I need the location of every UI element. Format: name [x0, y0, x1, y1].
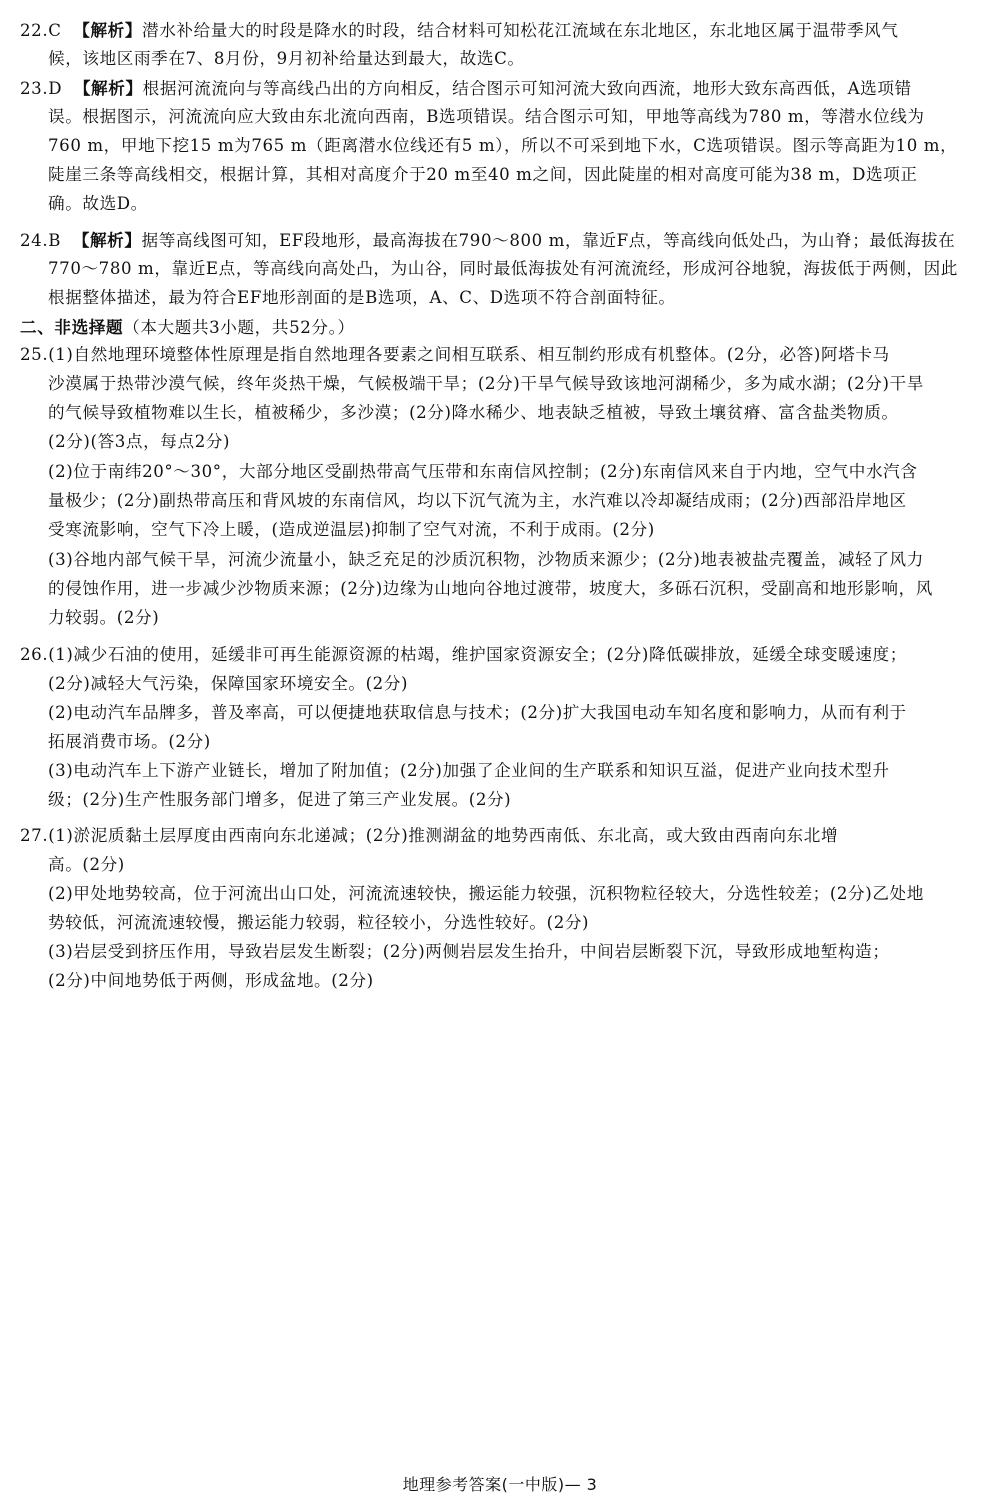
- q25-p1-text-1: (1)自然地理环境整体性原理是指自然地理各要素之间相互联系、相互制约形成有机整体。(2分，必答)阿塔卡马: [48, 345, 890, 364]
- q27-number: 27.: [20, 826, 49, 845]
- section-2-title: 二、非选择题: [20, 317, 124, 337]
- q26-p3-text-2: 级；(2分)生产性服务部门增多，促进了第三产业发展。(2分): [48, 790, 512, 809]
- q22-analysis-tag: 【解析】: [73, 20, 143, 40]
- q27-p1-text-1: (1)淤泥质黏土层厚度由西南向东北递减；(2分)推测湖盆的地势西南低、东北高，或大致由西南向东北增: [48, 826, 839, 845]
- q26-p1-text-2: (2分)减轻大气污染，保障国家环境安全。(2分): [48, 674, 409, 693]
- q23-text-4: 陡崖三条等高线相交，根据计算，其相对高度介于20 m至40 m之间，因此陡崖的相对高度可能为38 m，D选项正: [48, 165, 918, 184]
- q27-p3-text-2: (2分)中间地势低于两侧，形成盆地。(2分): [48, 971, 374, 990]
- q27-p1-text-2: 高。(2分): [48, 855, 125, 874]
- q24-text-2: 770～780 m，靠近E点，等高线向高处凸，为山谷，同时最低海拔处有河流流经，形成河谷地貌，海拔低于两侧，因此: [48, 259, 958, 278]
- q24-number: 24.: [20, 231, 49, 250]
- q22-text-1: 潜水补给量大的时段是降水的时段，结合材料可知松花江流域在东北地区，东北地区属于温带季风气: [142, 21, 899, 40]
- q26-line-1: [20, 645, 907, 665]
- q22-line-1: [20, 20, 899, 41]
- q24-text-1: 据等高线图可知，EF段地形，最高海拔在790～800 m，靠近F点，等高线向低处凸，为山脊；最低海拔在: [141, 231, 956, 250]
- q25-number: 25.: [20, 345, 49, 364]
- q27-p3-text-1: (3)岩层受到挤压作用，导致岩层发生断裂；(2分)两侧岩层发生抬升，中间岩层断裂下沉，导致形成地堑构造；: [48, 942, 890, 961]
- q23-text-5: 确。故选D。: [48, 194, 148, 213]
- q22-number: 22.: [20, 21, 49, 40]
- q27-p2-text-2: 势较低，河流流速较慢，搬运能力较弱，粒径较小，分选性较好。(2分): [48, 913, 590, 932]
- q23-text-1: 根据河流流向与等高线凸出的方向相反，结合图示可知河流大致向西流，地形大致东高西低，A选项错: [142, 79, 912, 98]
- q25-p2-text-2: 量极少；(2分)副热带高压和背风坡的东南信风，均以下沉气流为主，水汽难以冷却凝结成雨；(2分)西部沿岸地区: [48, 491, 907, 510]
- q22-text-2: 候，该地区雨季在7、8月份，9月初补给量达到最大，故选C。: [48, 49, 525, 68]
- q25-p3-text-1: (3)谷地内部气候干旱，河流少流量小，缺乏充足的沙质沉积物，沙物质来源少；(2分)地表被盐壳覆盖，减轻了风力: [48, 550, 924, 569]
- q26-p3-text-1: (3)电动汽车上下游产业链长，增加了附加值；(2分)加强了企业间的生产联系和知识互溢，促进产业向技术型升: [48, 761, 890, 780]
- q25-p3-text-2: 的侵蚀作用，进一步减少沙物质来源；(2分)边缘为山地向谷地过渡带，坡度大，多砾石沉积，受副高和地形影响，风: [48, 579, 933, 598]
- q25-line-1: [20, 345, 890, 365]
- q25-p2-text-1: (2)位于南纬20°～30°，大部分地区受副热带高气压带和东南信风控制；(2分)东南信风来自于内地，空气中水汽含: [48, 462, 918, 481]
- q24-line-1: [20, 230, 955, 251]
- section-2-note: （本大题共3小题，共52分。）: [123, 318, 355, 337]
- page-footer: 地理参考答案(一中版)— 3: [402, 1475, 598, 1494]
- q24-text-3: 根据整体描述，最为符合EF地形剖面的是B选项，A、C、D选项不符合剖面特征。: [48, 288, 676, 307]
- q25-p1-text-2: 沙漠属于热带沙漠气候，终年炎热干燥，气候极端干旱；(2分)干旱气候导致该地河湖稀少，多为咸水湖；(2分)干旱: [48, 374, 924, 393]
- section-2-heading: [20, 317, 355, 338]
- q23-number: 23.: [20, 79, 49, 98]
- q26-p2-text-2: 拓展消费市场。(2分): [48, 732, 211, 751]
- q23-text-3: 760 m，甲地下挖15 m为765 m（距离潜水位线还有5 m），所以不可采到地下水，C选项错误。图示等高距为10 m，: [48, 136, 958, 155]
- q27-p2-text-1: (2)甲处地势较高，位于河流出山口处，河流流速较快，搬运能力较强，沉积物粒径较大，分选性较差；(2分)乙处地: [48, 884, 924, 903]
- q25-p1-text-3: 的气候导致植物难以生长，植被稀少，多沙漠；(2分)降水稀少、地表缺乏植被，导致土壤贫瘠、富含盐类物质。: [48, 403, 899, 422]
- q26-p2-text-1: (2)电动汽车品牌多，普及率高，可以便捷地获取信息与技术；(2分)扩大我国电动车知名度和影响力，从而有利于: [48, 703, 907, 722]
- q26-p1-text-1: (1)减少石油的使用，延缓非可再生能源资源的枯竭，维护国家资源安全；(2分)降低碳排放，延缓全球变暖速度；: [48, 645, 907, 664]
- q23-analysis-tag: 【解析】: [73, 78, 143, 98]
- q23-answer: D: [48, 79, 63, 98]
- q25-p2-text-3: 受寒流影响，空气下冷上暖，(造成逆温层)抑制了空气对流，不利于成雨。(2分): [48, 520, 655, 539]
- q26-number: 26.: [20, 645, 49, 664]
- q24-answer: B: [48, 231, 61, 250]
- q24-analysis-tag: 【解析】: [72, 230, 142, 250]
- q27-line-1: [20, 826, 838, 846]
- q22-answer: C: [48, 21, 62, 40]
- q25-p3-text-3: 力较弱。(2分): [48, 608, 160, 627]
- q23-text-2: 误。根据图示，河流流向应大致由东北流向西南，B选项错误。结合图示可知，甲地等高线为780 m，等潜水位线为: [48, 107, 925, 126]
- q25-p1-text-4: (2分)(答3点，每点2分): [48, 432, 231, 451]
- q23-line-1: [20, 78, 912, 99]
